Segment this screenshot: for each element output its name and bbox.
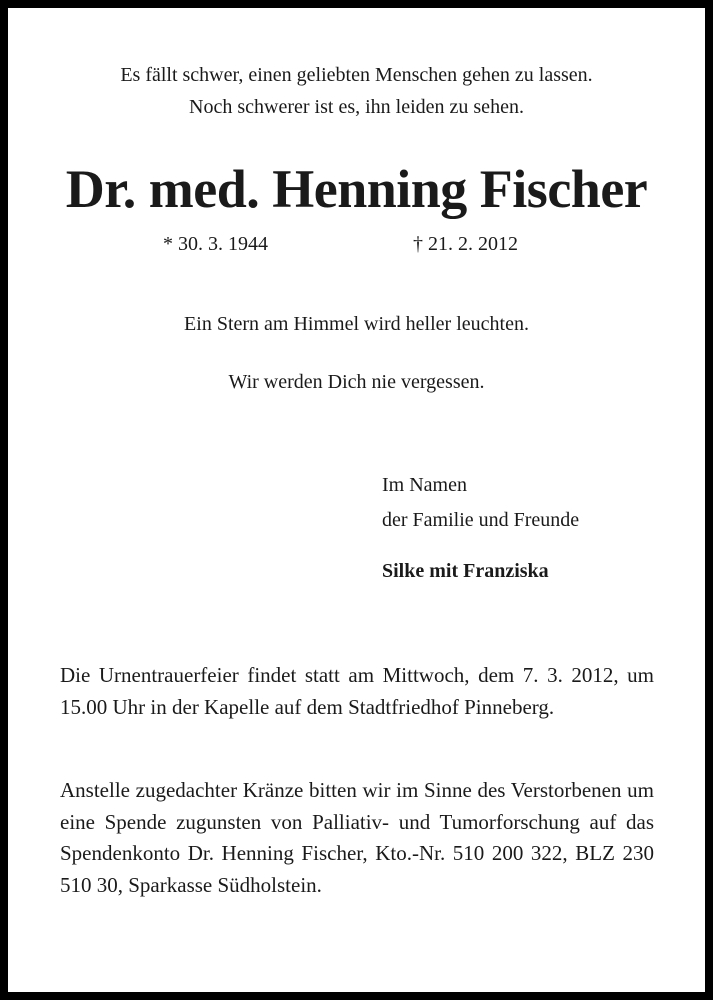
signature-line-1: Im Namen <box>382 474 467 496</box>
quote-line-1: Es fällt schwer, einen geliebten Menschen gehen zu lassen. <box>120 64 593 86</box>
birth-date: * 30. 3. 1944 <box>163 233 268 255</box>
verse-line-1: Ein Stern am Himmel wird heller leuchten. <box>184 313 529 335</box>
death-date: † 21. 2. 2012 <box>413 233 518 255</box>
verse-line-2: Wir werden Dich nie vergessen. <box>228 371 485 393</box>
ceremony-paragraph: Die Urnentrauerfeier findet statt am Mittwoch, dem 7. 3. 2012, um 15.00 Uhr in der Kapelle auf dem Stadtfriedhof Pinneberg. <box>60 663 654 719</box>
signature-names: Silke mit Franziska <box>382 560 549 582</box>
deceased-name: Dr. med. Henning Fischer <box>65 159 648 219</box>
quote-line-2: Noch schwerer ist es, ihn leiden zu sehen. <box>189 96 524 118</box>
signature-line-2: der Familie und Freunde <box>382 509 580 531</box>
donation-paragraph: Anstelle zugedachter Kränze bitten wir im Sinne des Verstorbenen um eine Spende zugunsten von Palliativ- und Tumorforschung auf das Spendenkonto Dr. Henning Fischer, Kto.-Nr. 510 200 322, BLZ 230 510 30, Sparkasse Südholstein. <box>60 778 654 897</box>
